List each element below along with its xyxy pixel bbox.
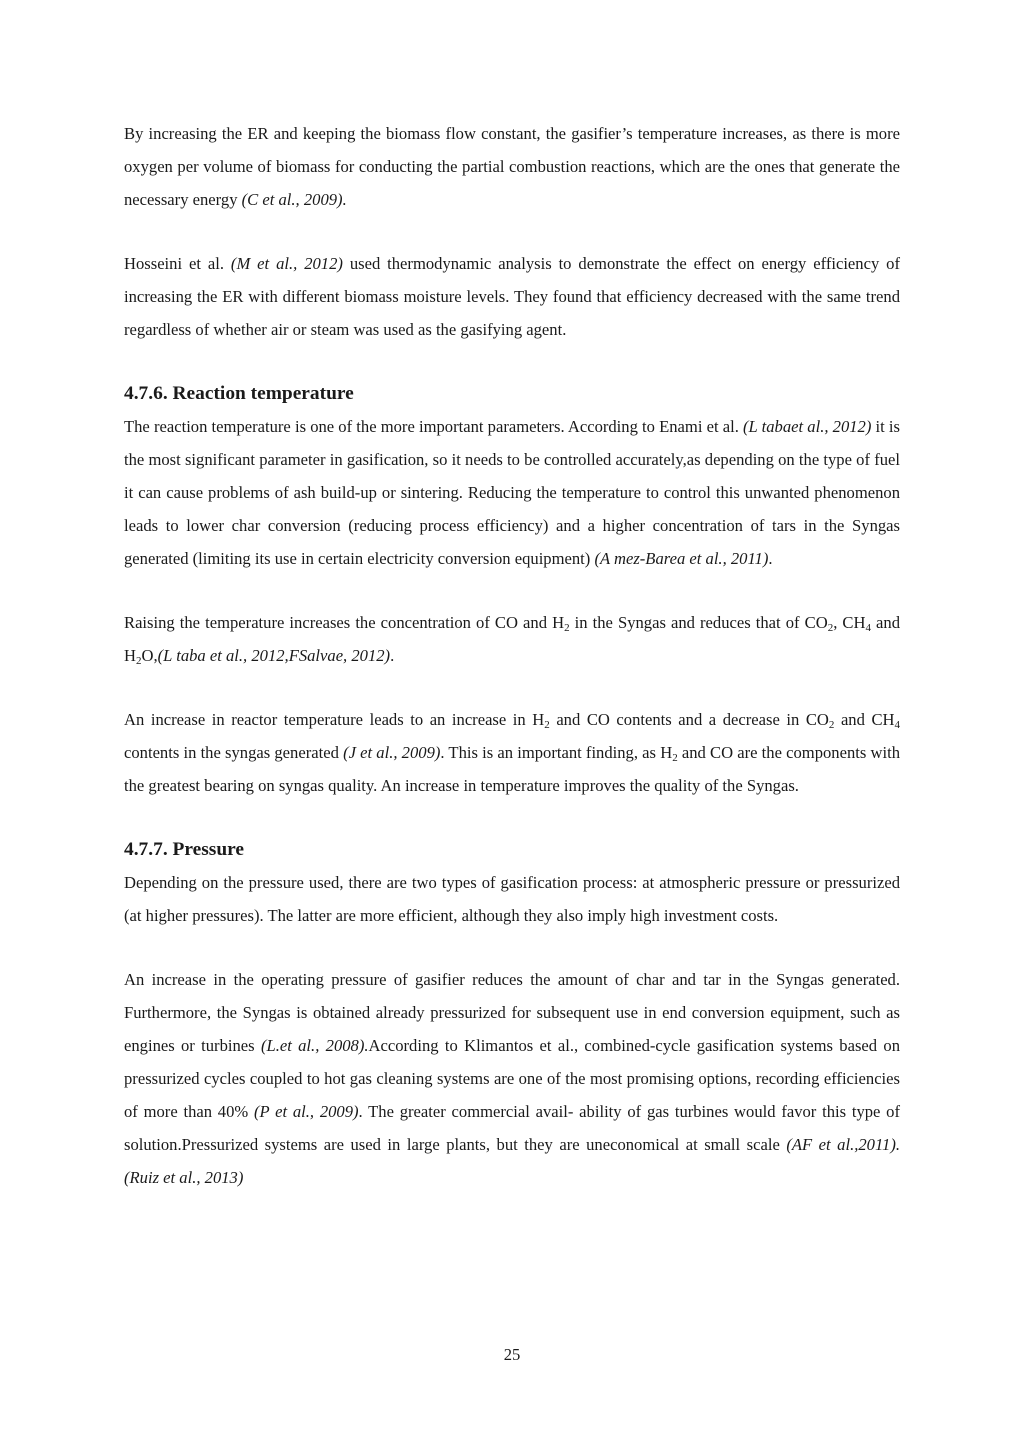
paragraph-text: . xyxy=(768,549,773,568)
paragraph-text: and CO contents and a decrease in CO xyxy=(549,710,829,729)
paragraph-hosseini xyxy=(124,247,900,346)
subscript: 2 xyxy=(544,719,550,731)
paragraph-text: The reaction temperature is one of the more important parameters. According to Enami et al. xyxy=(124,417,744,436)
paragraph-text: used thermodynamic analysis to demonstrate the effect on energy efficiency of increasing the ER with different biomass moisture levels. They found that efficiency decreased with the same trend regardless of whether air or steam was used as the gasifying agent. xyxy=(124,254,900,339)
paragraph-text: Hosseini et al. xyxy=(124,254,231,273)
subscript: 2 xyxy=(135,655,142,667)
paragraph-raising-temperature xyxy=(124,606,900,672)
paragraph-text: contents in the syngas generated xyxy=(124,743,344,762)
citation: (J et al., 2009) xyxy=(343,743,441,762)
paragraph-er-temperature xyxy=(124,117,900,216)
section-heading-pressure: 4.7.7. Pressure xyxy=(124,839,245,860)
paragraph-text: and CO are the components with the greatest bearing on syngas quality. An increase in temperature improves the quality of the Syngas. xyxy=(124,743,901,795)
paragraph-text: it is the most significant parameter in gasification, so it needs to be controlled accurately,as depending on the type of fuel it can cause problems of ash build-up or sintering. Reducing the temperature to control this unwanted phenomenon leads to lower char conversion (reducing process efficiency) and a higher concentration of tars in the Syngas generated (limiting its use in certain electricity conversion equipment) xyxy=(124,417,900,568)
paragraph-text: An increase in reactor temperature leads to an increase in H xyxy=(124,710,545,729)
subscript: 4 xyxy=(865,622,871,634)
paragraph-text: . This is an important finding, as H xyxy=(440,743,673,762)
paragraph-text: and H xyxy=(124,613,901,665)
paragraph-text: . xyxy=(390,646,395,665)
paragraph-text: and CH xyxy=(834,710,895,729)
page-body xyxy=(124,117,900,1194)
paragraph-reaction-temperature xyxy=(124,410,900,575)
subscript: 2 xyxy=(828,719,835,731)
section-heading-reaction-temperature: 4.7.6. Reaction temperature xyxy=(124,383,354,404)
citation: (L.et al., 2008). xyxy=(260,1036,369,1055)
subscript: 2 xyxy=(564,622,570,634)
paragraph-text: O, xyxy=(141,646,158,665)
paragraph-reactor-temperature xyxy=(124,703,900,802)
subscript: 2 xyxy=(672,752,678,764)
paragraph-text: By increasing the ER and keeping the biomass flow constant, the gasifier’s temperature increases, as there is more oxygen per volume of biomass for conducting the partial combustion reactions, which are the ones that generate the necessary energy xyxy=(124,124,900,209)
page-number: 25 xyxy=(503,1345,521,1364)
citation: (L tabaet al., 2012) xyxy=(743,417,872,436)
citation: (L taba et al., 2012,FSalvae, 2012) xyxy=(157,646,391,665)
paragraph-text: An increase in the operating pressure of gasifier reduces the amount of char and tar in the Syngas generated. Furthermore, the Syngas is obtained already pressurized for subsequent use in end conversion equipment, such as engines or turbines xyxy=(124,970,900,1055)
subscript: 2 xyxy=(827,622,834,634)
paragraph-operating-pressure xyxy=(124,963,900,1194)
paragraph-text: According to Klimantos et al., combined-cycle gasification systems based on pressurized cycles coupled to hot gas cleaning systems are one of the most promising options, recording efficiencies of more than 40% xyxy=(124,1036,900,1121)
subscript: 4 xyxy=(894,719,901,731)
paragraph-pressure-types: Depending on the pressure used, there are two types of gasification process: at atmospheric pressure or pressurized (at higher pressures). The latter are more efficient, although they also imply high investment costs. xyxy=(124,873,900,925)
citation: (P et al., 2009) xyxy=(253,1102,359,1121)
paragraph-text: in the Syngas and reduces that of CO xyxy=(569,613,828,632)
citation: (C et al., 2009). xyxy=(241,190,347,209)
citation: (AF et al.,2011). (Ruiz et al., 2013) xyxy=(124,1135,901,1187)
citation: (A mez-Barea et al., 2011) xyxy=(594,549,769,568)
paragraph-text: , CH xyxy=(833,613,866,632)
paragraph-text: . The greater commercial avail- ability of gas turbines would favor this type of solution.Pressurized systems are used in large plants, but they are uneconomical at small scale xyxy=(124,1102,900,1154)
paragraph-text: Raising the temperature increases the concentration of CO and H xyxy=(124,613,565,632)
citation: (M et al., 2012) xyxy=(230,254,343,273)
